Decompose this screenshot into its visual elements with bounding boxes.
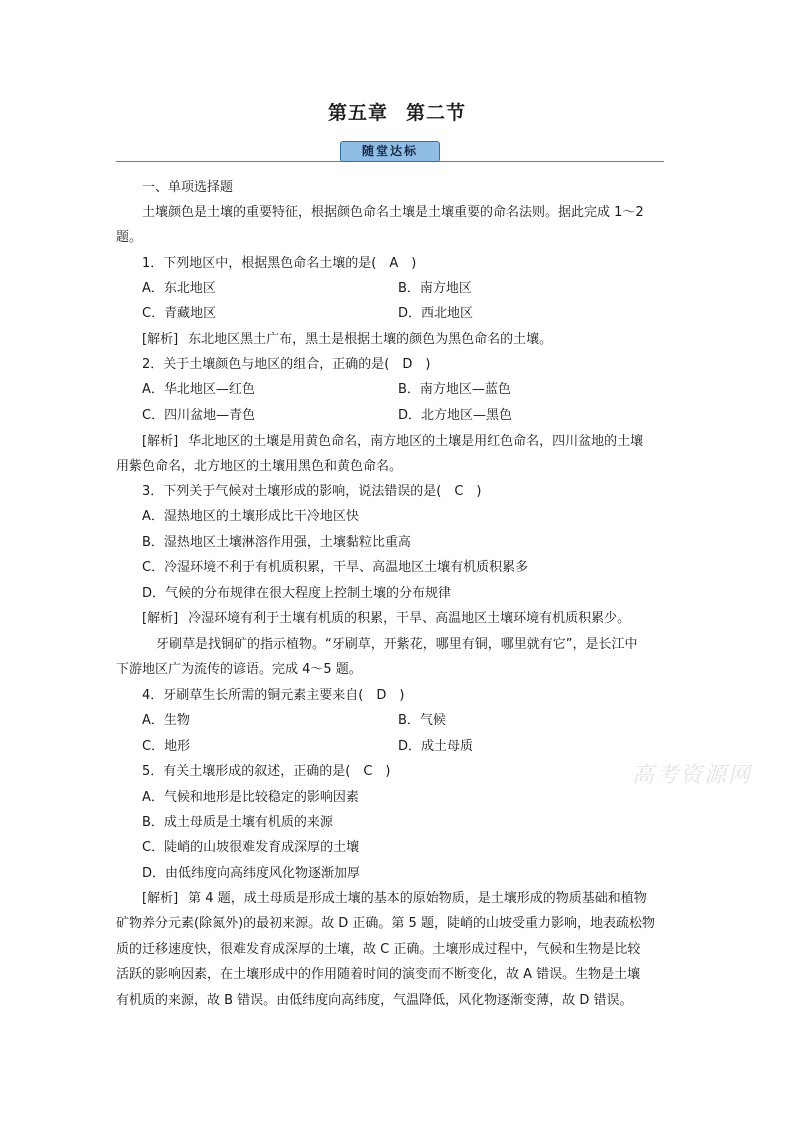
analysis	[142, 433, 643, 451]
analysis	[142, 890, 647, 908]
option-b: B．南方地区	[398, 281, 472, 296]
intro-text: 土壤颜色是土壤的重要特征，根据颜色命名土壤是土壤重要的命名法则。据此完成 1～2	[142, 205, 644, 220]
watermark: 高考资源网	[632, 763, 753, 788]
option-d: D．西北地区	[398, 306, 474, 321]
analysis	[142, 610, 630, 628]
page-title	[0, 98, 794, 125]
question-stem: 2．关于土壤颜色与地区的组合，正确的是( D )	[142, 357, 431, 372]
analysis-text: 第 4 题，成土母质是形成土壤的基本的原始物质，是土壤形成的物质基础和植物	[188, 891, 647, 906]
question-stem: 4．牙刷草生长所需的铜元素主要来自( D )	[142, 688, 405, 703]
part-heading: 一、单项选择题	[142, 180, 234, 195]
section-banner: 随堂达标	[340, 141, 440, 162]
question-stem: 3．下列关于气候对土壤形成的影响，说法错误的是( C )	[142, 484, 482, 499]
intro-text: 下游地区广为流传的谚语。完成 4～5 题。	[116, 662, 362, 677]
option-d: D．由低纬度向高纬度风化物逐渐加厚	[142, 866, 361, 881]
option-c: C．冷湿环境不利于有机质积累，干旱、高温地区土壤有机质积累多	[142, 560, 529, 575]
analysis-tag: [解析]	[142, 891, 179, 906]
option-b: B．成土母质是土壤有机质的来源	[142, 815, 333, 830]
option-c: C．陡峭的山坡很难发育成深厚的土壤	[142, 840, 360, 855]
option-c: C．四川盆地—青色	[142, 408, 256, 423]
option-d: D．北方地区—黑色	[398, 408, 513, 423]
analysis-tag: [解析]	[142, 611, 179, 626]
analysis-text: 冷湿环境有利于土壤有机质的积累，干旱、高温地区土壤环境有机质积累少。	[188, 611, 631, 626]
analysis-text: 活跃的影响因素，在土壤形成中的作用随着时间的演变而不断变化，故 A 错误。生物是土壤	[116, 967, 641, 982]
analysis-text: 东北地区黑土广布，黑土是根据土壤的颜色为黑色命名的土壤。	[188, 332, 553, 347]
analysis-text: 用紫色命名，北方地区的土壤用黑色和黄色命名。	[116, 459, 403, 474]
analysis-tag: [解析]	[142, 434, 179, 449]
analysis	[142, 331, 552, 349]
option-a: A．气候和地形是比较稳定的影响因素	[142, 790, 359, 805]
intro-text: 题。	[116, 230, 143, 245]
option-a: A．华北地区—红色	[142, 382, 255, 397]
option-c: C．青藏地区	[142, 306, 217, 321]
analysis-text: 矿物养分元素(除氮外)的最初来源。故 D 正确。第 5 题，陡峭的山坡受重力影响，地表疏松物	[116, 916, 655, 931]
option-d: D．气候的分布规律在很大程度上控制土壤的分布规律	[142, 586, 452, 601]
option-c: C．地形	[142, 739, 191, 754]
option-b: B．南方地区—蓝色	[398, 382, 511, 397]
analysis-text: 华北地区的土壤是用黄色命名，南方地区的土壤是用红色命名，四川盆地的土壤	[188, 434, 644, 449]
option-a: A．湿热地区的土壤形成比干冷地区快	[142, 509, 359, 524]
option-d: D．成土母质	[398, 739, 474, 754]
section-label: 第二节	[406, 102, 467, 124]
option-a: A．东北地区	[142, 281, 216, 296]
option-b: B．气候	[398, 713, 446, 728]
analysis-text: 质的迁移速度快，很难发育成深厚的土壤，故 C 正确。土壤形成过程中，气候和生物是比较	[116, 942, 641, 957]
question-stem: 5．有关土壤形成的叙述，正确的是( C )	[142, 764, 391, 779]
option-b: B．湿热地区土壤淋溶作用强，土壤黏粒比重高	[142, 535, 411, 550]
chapter-label: 第五章	[327, 102, 388, 124]
analysis-tag: [解析]	[142, 332, 179, 347]
option-a: A．生物	[142, 713, 190, 728]
analysis-text: 有机质的来源，故 B 错误。由低纬度向高纬度，气温降低，风化物逐渐变薄，故 D 错误。	[116, 993, 633, 1008]
intro-text: 牙刷草是找铜矿的指示植物。“牙刷草，开紫花，哪里有铜，哪里就有它”，是长江中	[156, 637, 638, 652]
question-stem: 1．下列地区中，根据黑色命名土壤的是( A )	[142, 256, 417, 271]
